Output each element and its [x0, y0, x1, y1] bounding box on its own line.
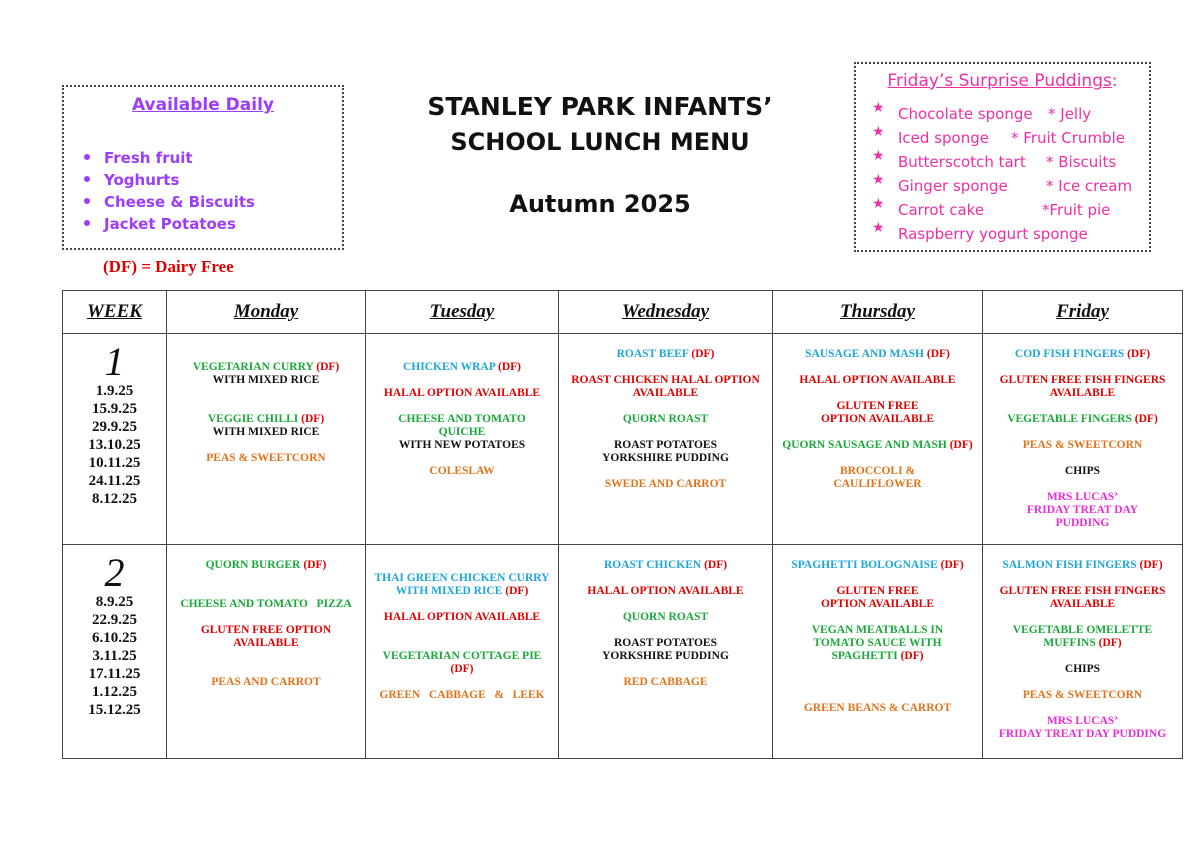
week-number: 1	[104, 339, 125, 384]
available-daily-title: Available Daily	[132, 95, 274, 115]
week-cell	[63, 545, 167, 759]
header-week: WEEK	[63, 291, 167, 334]
week-dates: 8.9.25 22.9.25 6.10.25 3.11.25 17.11.25 1.12.25 15.12.25	[88, 594, 141, 718]
menu-table	[62, 290, 1183, 759]
week-cell	[63, 334, 167, 545]
bullet-icon	[84, 198, 90, 204]
menu-cell-thursday: SAUSAGE AND MASH (DF) HALAL OPTION AVAILABLE GLUTEN FREE OPTION AVAILABLE QUORN SAUSAGE AND MASH (DF) BROCCOLI & CAULIFLOWER	[773, 334, 983, 545]
star-icon: ★	[872, 124, 885, 140]
week-number: 2	[104, 550, 125, 595]
menu-cell-thursday: SPAGHETTI BOLOGNAISE (DF) GLUTEN FREE OPTION AVAILABLE VEGAN MEATBALLS IN TOMATO SAUCE WITH SPAGHETTI (DF) GREEN BEANS & CARROT	[773, 545, 983, 759]
available-daily-box	[62, 85, 344, 250]
menu-cell-friday: COD FISH FINGERS (DF) GLUTEN FREE FISH FINGERS AVAILABLE VEGETABLE FINGERS (DF) PEAS & SWEETCORN CHIPS MRS LUCAS’ FRIDAY TREAT DAY PUDDING	[983, 334, 1183, 545]
star-icon: ★	[872, 100, 885, 116]
menu-cell-monday: QUORN BURGER (DF) CHEESE AND TOMATO PIZZA GLUTEN FREE OPTION AVAILABLE PEAS AND CARROT	[167, 545, 366, 759]
week-dates: 1.9.25 15.9.25 29.9.25 13.10.25 10.11.25 24.11.25 8.12.25	[88, 383, 141, 507]
friday-puddings-title: Friday’s Surprise Puddings:	[887, 71, 1118, 91]
header-monday: Monday	[167, 291, 366, 334]
list-item: Yoghurts	[84, 169, 255, 191]
list-item: Fresh fruit	[84, 147, 255, 169]
header-tuesday: Tuesday	[366, 291, 559, 334]
term-label: Autumn 2025	[509, 190, 691, 218]
star-icon: ★	[872, 196, 885, 212]
dairy-free-note: (DF) = Dairy Free	[103, 257, 234, 276]
bullet-icon	[84, 154, 90, 160]
star-icon: ★	[872, 148, 885, 164]
table-header-row	[63, 291, 1183, 334]
menu-title: SCHOOL LUNCH MENU	[450, 128, 750, 156]
star-icon: ★	[872, 220, 885, 236]
school-name: STANLEY PARK INFANTS’	[427, 92, 773, 121]
menu-cell-wednesday: ROAST BEEF (DF) ROAST CHICKEN HALAL OPTION AVAILABLE QUORN ROAST ROAST POTATOES YORKSHIRE PUDDING SWEDE AND CARROT	[559, 334, 773, 545]
bullet-icon	[84, 176, 90, 182]
list-item: Jacket Potatoes	[84, 213, 255, 235]
list-item: Cheese & Biscuits	[84, 191, 255, 213]
header-wednesday: Wednesday	[559, 291, 773, 334]
menu-cell-wednesday: ROAST CHICKEN (DF) HALAL OPTION AVAILABLE QUORN ROAST ROAST POTATOES YORKSHIRE PUDDING RED CABBAGE	[559, 545, 773, 759]
table-row	[63, 334, 1183, 545]
table-row	[63, 545, 1183, 759]
menu-cell-tuesday: THAI GREEN CHICKEN CURRY WITH MIXED RICE (DF) HALAL OPTION AVAILABLE VEGETARIAN COTTAGE PIE (DF) GREEN CABBAGE & LEEK	[366, 545, 559, 759]
star-icon: ★	[872, 172, 885, 188]
menu-cell-tuesday: CHICKEN WRAP (DF) HALAL OPTION AVAILABLE CHEESE AND TOMATO QUICHE WITH NEW POTATOES COLESLAW	[366, 334, 559, 545]
friday-puddings-box: Friday’s Surprise Puddings: ★ Chocolate sponge * Jelly ★ Iced sponge * Fruit Crumble ★ Butterscotch tart * Biscuits ★ Ginger sponge * Ice cream ★ Carrot cake *Fruit pie ★ Raspberry yogurt sponge	[854, 62, 1151, 252]
menu-cell-friday: SALMON FISH FINGERS (DF) GLUTEN FREE FISH FINGERS AVAILABLE VEGETABLE OMELETTE MUFFINS (DF) CHIPS PEAS & SWEETCORN MRS LUCAS’ FRIDAY TREAT DAY PUDDING	[983, 545, 1183, 759]
menu-cell-monday: VEGETARIAN CURRY (DF) WITH MIXED RICE VEGGIE CHILLI (DF) WITH MIXED RICE PEAS & SWEETCORN	[167, 334, 366, 545]
header-thursday: Thursday	[773, 291, 983, 334]
available-daily-list	[84, 147, 255, 235]
header-friday: Friday	[983, 291, 1183, 334]
bullet-icon	[84, 220, 90, 226]
